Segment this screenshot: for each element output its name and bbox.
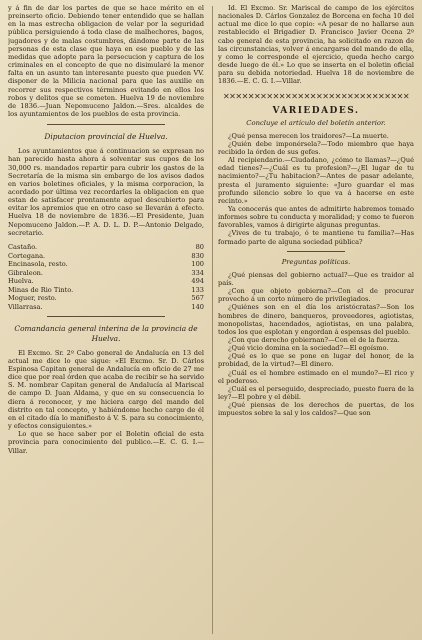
column-divider — [212, 6, 213, 634]
dialogue-paragraph: ¿Cuál es el hombre estimado en el mundo?—El rico y el poderoso. — [218, 368, 414, 385]
dialogue-block-2 — [218, 271, 414, 418]
table-row — [8, 294, 204, 303]
section-title-comandancia: Comandancia general interina de la provincia de Huelva. — [14, 323, 198, 343]
table-row — [8, 277, 204, 286]
amount-value: 334 — [191, 268, 204, 277]
amount-value: 100 — [191, 260, 204, 269]
dialogue-paragraph: ¿Qué es lo que se pone en lugar del honor, de la probidad, de la virtud?—El dinero. — [218, 352, 414, 369]
separator-rule — [47, 124, 165, 125]
amount-value: 830 — [191, 251, 204, 260]
table-row — [8, 269, 204, 278]
dot-leader — [39, 243, 193, 252]
comandancia-closing: Lo que se hace saber por el Boletin oficial de esta provincia para conocimiento del publico.—E. C. G. I.—Villar. — [8, 430, 204, 455]
dialogue-paragraph: Ya conocerás que antes de admitirte habremos tomado informes sobre tu conducta y moralidad; y como te fueron favorables, vamos á dirigirte algunas preguntas. — [218, 204, 414, 230]
table-row — [8, 243, 204, 252]
dot-leader — [47, 252, 189, 261]
town-name: Minas de Rio Tinto. — [8, 285, 74, 294]
table-row — [8, 286, 204, 295]
town-name: Moguer, resto. — [8, 294, 57, 303]
town-name: Huelva. — [8, 277, 34, 286]
dot-leader — [75, 286, 189, 295]
dialogue-block-1 — [218, 132, 414, 246]
dialogue-paragraph: Al recipiendario.—Ciudadano, ¿cómo te llamas?—¿Qué edad tienes?—¿Cuál es tu profesion?—¿El lugar de tu nacimiento?—¿Tu habitacion?—Antes de pasar adelante, presta el juramento siguiente: «Juro guardar el mas profundo silencio sobre lo que va á hacerse en este recinto.» — [218, 156, 414, 205]
dot-leader — [70, 260, 190, 269]
dialogue-paragraph: ¿Con que objeto gobierna?—Con el de procurar provecho á un corto número de privilegiados. — [218, 287, 414, 304]
town-name: Cortegana. — [8, 251, 46, 260]
dot-leader — [59, 294, 190, 303]
section-title-diputacion: Diputacion provincial de Huelva. — [44, 132, 168, 142]
dialogue-paragraph: ¿Quién debe imponérsela?—Todo miembro que haya recibido la órden de sus gefes. — [218, 139, 414, 156]
table-row — [8, 303, 204, 312]
table-row — [8, 260, 204, 269]
table-row — [8, 252, 204, 261]
right-column — [218, 4, 414, 636]
section-banner-variedades: VARIEDADES. — [272, 105, 360, 116]
dot-leader — [45, 303, 190, 312]
comandancia-paragraph: El Excmo. Sr. 2º Cabo general de Andalucía en 13 del actual me dice lo que sigue: «El Excmo. Sr. D. Cárlos Espinosa Capitan general de Andalucía en oficio de 27 me dice que por real órden que acaba de recibir se ha servido S. M. nombrar Capitan general de Andalucía al Mariscal de campo D. Juan Aldama, y que en su consecuencia lo diera á reconocer, y me hiciera cargo del mando del distrito en tal concepto, y habiéndome hecho cargo de él en el citado día lo manifiesto á V. S. para su conocimiento, y efectos consiguientes.» — [8, 348, 204, 431]
separator-rule — [287, 251, 346, 252]
dialogue-paragraph: ¿Vives de tu trabajo, ó te mantiene tu familia?—Has formado parte de alguna sociedad pública? — [218, 229, 414, 246]
dialogue-paragraph: ¿Qué vicio domina en la sociedad?—El egoísmo. — [228, 344, 389, 353]
town-name: Gibraleon. — [8, 268, 44, 277]
dot-leader — [45, 269, 189, 278]
debt-table — [8, 243, 204, 312]
amount-value: 80 — [195, 242, 204, 251]
amount-value: 140 — [191, 303, 204, 312]
diputacion-paragraph: Los ayuntamientos que á continuacion se expresan no han parecido hasta ahora á solventar sus cupos de los 30,000 rs. mandados repartir para cubrir los gastos de la Secretaría de la misma sin embargo de los avisos dados en varios boletines oficiales, y la misma corporacion, la acordado por última vez recordarles la obligacion en que estan de satisfacer prontamente aquel descubierto para evitar los apremios que en otro caso se llevarán á efecto. Huelva 18 de noviembre de 1836.—El Presidente, Juan Nepomuceno Jaldon.—P. A. D. L. D. P.—Antonio Delgado, secretario. — [8, 147, 204, 237]
amount-value: 133 — [191, 285, 204, 294]
town-name: Villarrasa. — [8, 303, 43, 312]
town-name: Castaño. — [8, 242, 38, 251]
amount-value: 567 — [191, 294, 204, 303]
dialogue-paragraph: ¿Cuál es el perseguido, despreciado, puesto fuera de la ley?—El pobre y el débil. — [218, 384, 414, 402]
amount-value: 494 — [191, 277, 204, 286]
dot-leader — [36, 277, 190, 286]
preguntas-subheading: Preguntas políticas. — [281, 257, 351, 266]
dialogue-paragraph: ¿Quiénes son en el día los aristócratas?—Son los hombres de dinero, banqueros, proveedores, agiotistas, monopolistas, hacendados, agiotistas, en una palabra, todos los que esplotan y engordan á espensas del pueblo. — [218, 303, 414, 336]
right-intro-paragraph: Id. El Excmo. Sr. Mariscal de campo de los ejércitos nacionales D. Cárlos Gonzalez de Borcena en fecha 10 del actual me dice lo que copio: «A pesar de no hallarse aun restablecido el Brigadier D. Francisco Javier Ocena 2º cabo general de esta provincia, ha solicitado en razon de las circunstancias, volver á encargarse del mando de ella, y como le corresponde el ejercicio, queda hecho cargo desde luego de él.» Lo que se inserta en el boletin oficial para su debida notoriedad. Huelva 18 de noviembre de 1836.—E. C. G. I.—Villar. — [218, 4, 414, 86]
dialogue-paragraph: ¿Qué pensa merecen los traidores?—La muerte. — [228, 131, 389, 140]
dialogue-paragraph: ¿Qué piensas del gobierno actual?—Que es traidor al país. — [218, 270, 414, 287]
left-intro-paragraph: y á fin de dar los partes de que se hace mérito en el preinserto oficio. Debiendo tener entendido que se hallan en la mas estrecha obligacion de velar por la seguridad pública persiguiendo á toda clase de malhechores, bagos, jugadores y de malas costumbres, dándome parte de las personas de esta clase que haya en ese pueblo y de las medidas que adopte para la persecucion y captura de los criminales en el concepto de que no disimularé la menor falta en un asunto tan interesante puesto que pueden VV. disponer de la Milicia nacional para que las auxilie en recorrer sus respectivos términos evitando en ellos los robos y delitos que se cometen. Huelva 19 de noviembre de 1836.—Juan Nepomuceno Jaldon.—Sres. alcaldes de los ayuntamientos de los pueblos de esta provincia. — [8, 4, 204, 119]
separator-rule — [47, 316, 165, 317]
left-column — [8, 4, 204, 636]
variedades-subheading: Concluye el artículo del boletín anterior. — [246, 118, 386, 127]
town-name: Encinasola, resto. — [8, 260, 68, 269]
ornamental-border: ✕✕✕✕✕✕✕✕✕✕✕✕✕✕✕✕✕✕✕✕✕✕✕✕✕✕✕✕✕✕ — [222, 91, 410, 101]
dialogue-paragraph: ¿Qué piensas de los derechos de puertas, de los impuestos sobre la sal y los caldos?—Que son — [218, 401, 414, 418]
dialogue-paragraph: ¿Con que derecho gobiernan?—Con el de la fuerza. — [228, 336, 400, 344]
